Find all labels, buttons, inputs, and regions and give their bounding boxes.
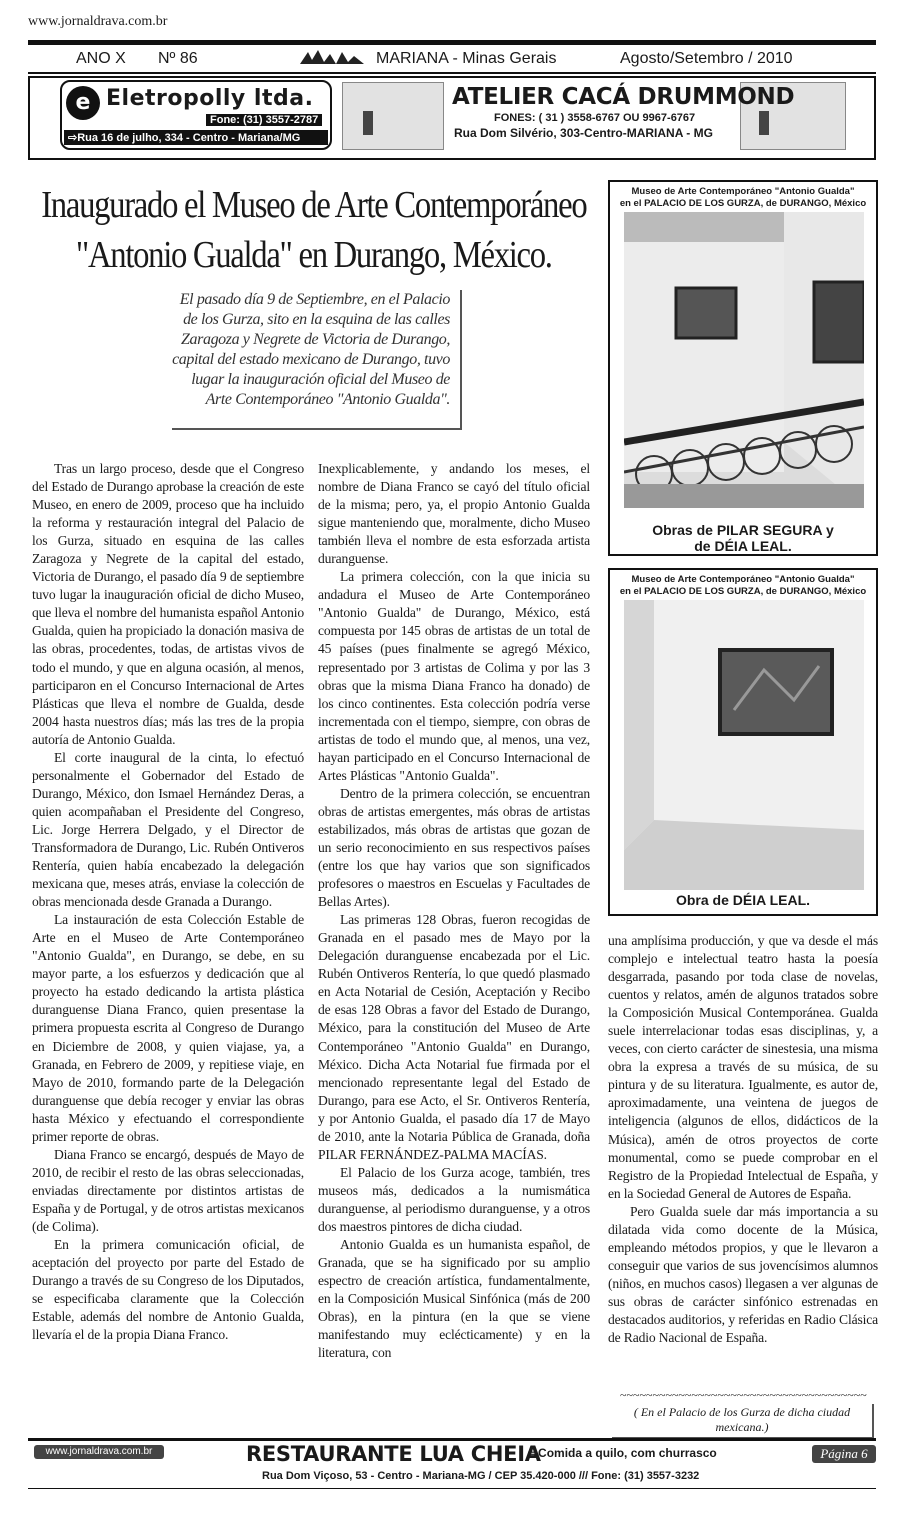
paragraph: Diana Franco se encargó, después de Mayo de 2010, de recibir el resto de las obras seleccionadas, enviadas directamente por distintos artistas de España y de Portugal, y de otros artistas mexicanos (de Colima). [32, 1146, 304, 1234]
eletropolly-address: ⇨Rua 16 de julho, 334 - Centro - Mariana/MG [64, 130, 328, 145]
footer-rule [28, 1438, 876, 1441]
location: MARIANA - Minas Gerais [376, 50, 557, 67]
atelier-address: Rua Dom Silvério, 303-Centro-MARIANA - MG [454, 126, 713, 140]
eletropolly-name: Eletropolly ltda. [106, 86, 314, 111]
closing-note: ( En el Palacio de los Gurza de dicha ciudad mexicana.) [612, 1404, 874, 1439]
paragraph: Antonio Gualda es un humanista español, de Granada, que se ha significado por su amplio espectro de creación artística, fundamentalmente, en la Composición Musical Sinfónica (más de 200 Obras), en la pintura (en la que se viene manifestando muy eclécticamente) y en la literatura, con [318, 1237, 590, 1361]
atelier-phones: FONES: ( 31 ) 3558-6767 OU 9967-6767 [494, 112, 696, 124]
paragraph: Pero Gualda suele dar más importancia a su dilatada vida como docente de la Música, empleando métodos propios, y que le llevaron a conseguir que varios de sus jovencísimos alumnos (niños, en muchos casos) llegasen a ver algunas de sus obras de carácter sinfónico estrenadas en destacados auditorios, y referidas en Radio Clásica de Radio Nacional de España. [608, 1203, 878, 1346]
photo-1-caption-top-line-1: Museo de Arte Contemporáneo "Antonio Gualda" [631, 186, 855, 197]
issue-number: Nº 86 [158, 50, 198, 67]
headline-line-2: "Antonio Gualda" en Durango, México. [75, 234, 552, 276]
atelier-artwork-thumb-left [342, 82, 444, 150]
page-number: Página 6 [812, 1445, 876, 1463]
atelier-name[interactable]: ATELIER CACÁ DRUMMOND [452, 84, 795, 110]
footer-site-url[interactable]: www.jornaldrava.com.br [34, 1445, 164, 1459]
top-rule [28, 40, 876, 45]
photo-2-caption-top-line-1: Museo de Arte Contemporáneo "Antonio Gualda" [631, 574, 855, 585]
site-url[interactable]: www.jornaldrava.com.br [28, 14, 168, 29]
photo-1 [608, 180, 878, 556]
gallery-wall-image [624, 600, 864, 890]
photo-2 [608, 568, 878, 916]
issue-date: Agosto/Setembro / 2010 [620, 50, 793, 67]
paragraph: Tras un largo proceso, desde que el Congreso del Estado de Durango aprobase la creación de este Museo, en enero de 2009, proceso que ha incluido la reforma y restauración integral del Palacio de los Gurza, situado en esquina de las calles Zaragoza y Negrete de la capital del estado, Victoria de Durango, el pasado día 9 de septiembre tuvo lugar la inauguración oficial de dicho Museo, que lleva el nombre del humanista español Antonio Gualda, quien ha propiciado la donación masiva de las obras, procedentes, todas, de artistas vivos de todo el mundo, y que en alguna ocasión, al menos, participaron en el Concurso Internacional de Artes Plásticas que lleva el nombre de Gualda, desde 2004 hasta nuestros días; más las tres de la propia autoría de Antonio Gualda. [32, 461, 304, 747]
photo-1-caption-top-line-2: en el PALACIO DE LOS GURZA, de DURANGO, México [619, 198, 867, 209]
photo-1-caption-bottom-line-2: de DÉIA LEAL. [694, 538, 792, 554]
restaurant-name[interactable]: RESTAURANTE LUA CHEIA [246, 1442, 541, 1466]
issue-year: ANO X [76, 50, 126, 67]
separator-tildes: ~~~~~~~~~~~~~~~~~~~~~~~~~~~~~~~~~~~~~~ [620, 1388, 867, 1402]
paragraph: Inexplicablemente, y andando los meses, el nombre de Diana Franco se cayó del título oficial de la misma; pero, ya, el propio Antonio Gualda sigue manteniendo que, moralmente, dicho Museo también lleva el nombre de esta esforzada artista duranguense. [318, 461, 590, 567]
restaurant-tagline: ⇨Comida a quilo, com churrasco [528, 1446, 717, 1460]
lead-paragraph: El pasado día 9 de Septiembre, en el Palacio de los Gurza, sito en la esquina de las calles Zaragoza y Negrete de Victoria de Durango, capital del estado mexicano de Durango, tuvo lugar la inauguración oficial del Museo de Arte Contemporáneo "Antonio Gualda". [172, 290, 462, 430]
gallery-interior-image [624, 212, 864, 508]
article-column-3 [608, 932, 878, 1347]
paragraph: La primera colección, con la que inicia su andadura el Museo de Arte Contemporáneo "Antonio Gualda" de Durango, México, está compuesta por 145 obras de artistas de un total de 45 países (pues finalmente se agregó México, representado por 3 artistas de Colima y por las 3 obras que la misma Diana Franco ha donado) de los cinco continentes. Esta colección podría verse incrementada con el tiempo, siempre, con obras de artistas de todo el mundo que, al menos, una vez, hayan participado en el Concurso Internacional de Artes Plásticas "Antonio Gualda". [318, 569, 590, 783]
article-column-2 [318, 460, 590, 1362]
paragraph: En la primera comunicación oficial, de aceptación del proyecto por parte del Estado de Durango a través de su Congreso de los Diputados, se especificaba claramente que la Colección Estable, además del nombre de Antonio Gualda, llevaría el de la propia Diana Franco. [32, 1237, 304, 1343]
photo-2-caption-top-line-2: en el PALACIO DE LOS GURZA, de DURANGO, México [619, 586, 867, 597]
photo-2-caption-bottom: Obra de DÉIA LEAL. [675, 892, 811, 908]
headline [30, 180, 587, 280]
paragraph: Dentro de la primera colección, se encuentran obras de artistas emergentes, más obras de artistas estabilizados, más obras de artistas que gozan de un serio reconocimiento en sus respectivos países (entre los que hay varios que son significados profesores o maestros en Escuelas y Facultades de Bellas Artes). [318, 785, 590, 910]
masthead [28, 46, 876, 72]
eletropolly-phone: Fone: (31) 3557-2787 [206, 114, 322, 126]
headline-line-1: Inaugurado el Museo de Arte Contemporáneo [41, 184, 587, 226]
paragraph: Las primeras 128 Obras, fueron recogidas de Granada en el pasado mes de Mayo por la Delegación duranguense encabezada por el Lic. Rubén Ontiveros Rentería, lo que quedó plasmado en Acta Notarial de Cesión, Aceptación y Recibo de esas 128 Obras a favor del Estado de Durango, México, para la constitución del Museo de Arte Contemporáneo "Antonio Gualda" en Durango, México. Dicha Acta Notarial fue firmada por el mencionado representante legal del Estado de Durango, para ese Acto, el Sr. Ontiveros Rentería, y por Antonio Gualda, el pasado día 17 de Mayo de 2010, ante la Notaria Pública de Granada, doña PILAR FERNÁNDEZ-PALMA MACÍAS. [318, 912, 590, 1162]
restaurant-address: Rua Dom Viçoso, 53 - Centro - Mariana-MG / CEP 35.420-000 /// Fone: (31) 3557-3232 [262, 1470, 700, 1482]
paragraph: El corte inaugural de la cinta, lo efectuó personalmente el Gobernador del Estado de Durango, México, don Ismael Hernández Deras, a quien acompañaban el Presidente del Congreso, Lic. Jorge Herrera Delgado, y el Director de Transformadora de Durango, Lic. Rubén Ontiveros Rentería, quien había encabezado la delegación mexicana que, meses atrás, enviase la colección de obras mencionada desde Granada a Durango. [32, 749, 304, 910]
drava-logo [298, 46, 368, 73]
paragraph: La instauración de esta Colección Estable de Arte en el Museo de Arte Contemporáneo "Antonio Gualda", en Durango, se debe, en su mayor parte, a los esfuerzos y dedicación que al proyecto ha estado dedicando la artista plástica duranguense Diana Franco, quien presentase la primera propuesta escrita al Congreso de Durango en Diciembre de 2008, y quien viajase, ya, a Granada, en Febrero de 2009, y repitiese viaje, en Mayo de 2010, formando parte de la Delegación duranguense que debía recoger y enviar las obras hasta México y efectuando el correspondiente primer reporte de obras. [32, 912, 304, 1144]
paragraph: una amplísima producción, y que va desde el más complejo e intelectual teatro hasta la poesía desgarrada, pasando por toda clase de novelas, cuentos y relatos, amén de algunos tratados sobre la Composición Musical Contemporánea. Gualda suele interrelacionar todas esas disciplinas, y, a veces, con cierto carácter de sinestesia, una misma obra la expresa a través de su música, de su pintura y de su literatura. Igualmente, es autor de, aproximadamente, una veintena de juegos de inteligencia (algunos de ellos, didácticos de la Música), amén de otros proyectos de corte monumental, como se puede comprobar en el Registro de la Propiedad Intelectual de España, y en la Sociedad General de Autores de España. [608, 933, 878, 1201]
masthead-rule [28, 72, 876, 74]
footer-bottom-rule [28, 1488, 876, 1489]
eletropolly-logo-icon: e [66, 86, 100, 120]
paragraph: El Palacio de los Gurza acoge, también, tres museos más, dedicados a la numismática duranguense, al periodismo duranguense, y a otros dos maestros pintores de dicha ciudad. [318, 1164, 590, 1234]
article-column-1 [32, 460, 304, 1344]
photo-1-caption-bottom-line-1: Obras de PILAR SEGURA y [652, 522, 834, 538]
